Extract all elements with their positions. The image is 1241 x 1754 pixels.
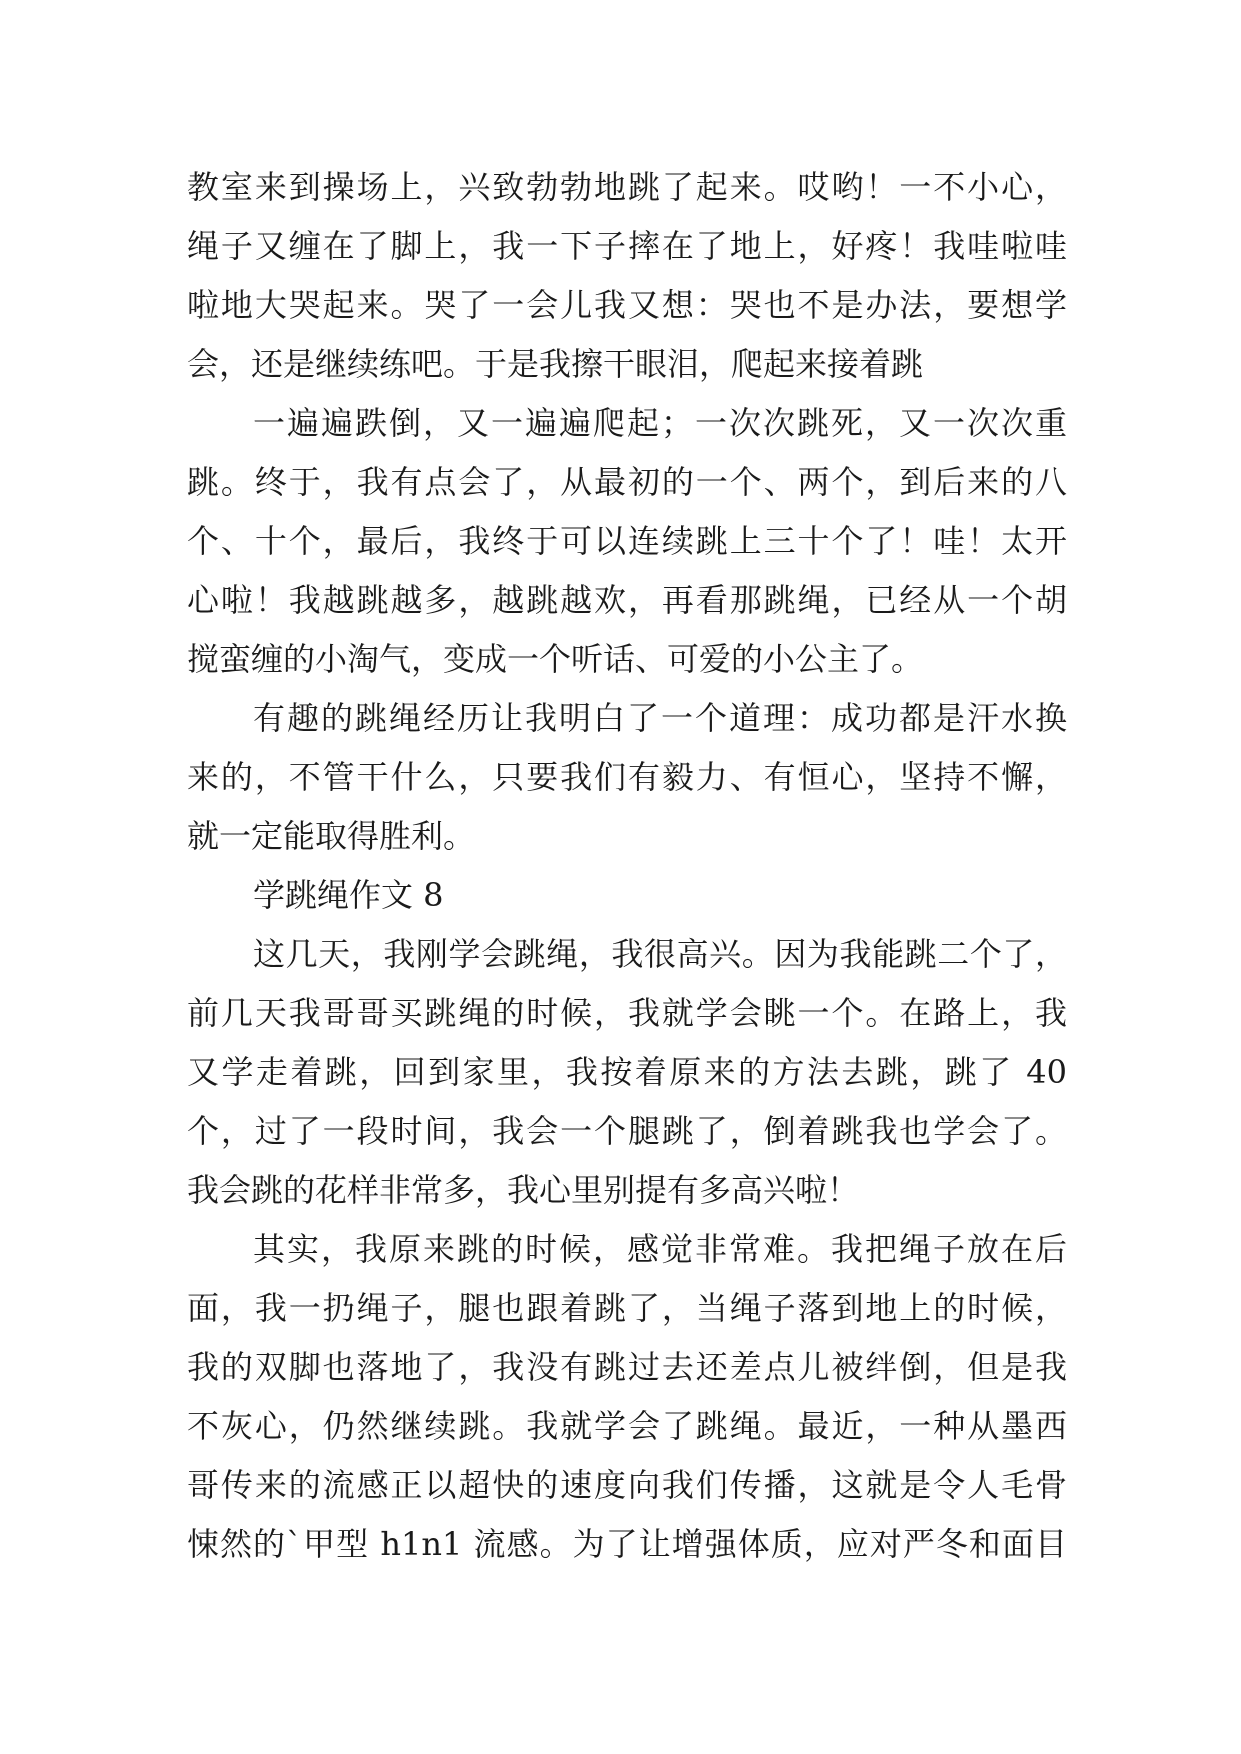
text-line: 悚然的`甲型 h1n1 流感。为了让增强体质，应对严冬和面目 xyxy=(187,1525,1067,1563)
text-line: 啦地大哭起来。哭了一会儿我又想：哭也不是办法，要想学 xyxy=(187,286,1067,324)
text-line: 又学走着跳，回到家里，我按着原来的方法去跳，跳了 40 xyxy=(187,1053,1067,1091)
text-line: 会，还是继续练吧。于是我擦干眼泪，爬起来接着跳 xyxy=(187,345,924,383)
text-line: 其实，我原来跳的时候，感觉非常难。我把绳子放在后 xyxy=(253,1230,1067,1268)
text-line: 一遍遍跌倒，又一遍遍爬起；一次次跳死，又一次次重 xyxy=(253,404,1067,442)
text-line: 个，过了一段时间，我会一个腿跳了，倒着跳我也学会了。 xyxy=(187,1112,1067,1150)
text-line: 就一定能取得胜利。 xyxy=(187,817,476,855)
text-line: 我的双脚也落地了，我没有跳过去还差点儿被绊倒，但是我 xyxy=(187,1348,1067,1386)
document-body xyxy=(187,158,1067,1574)
text-line: 教室来到操场上，兴致勃勃地跳了起来。哎哟！一不小心， xyxy=(187,168,1067,206)
text-line: 有趣的跳绳经历让我明白了一个道理：成功都是汗水换 xyxy=(253,699,1067,737)
text-line: 哥传来的流感正以超快的速度向我们传播，这就是令人毛骨 xyxy=(187,1466,1067,1504)
text-line: 我会跳的花样非常多，我心里别提有多高兴啦！ xyxy=(187,1171,860,1209)
text-line: 绳子又缠在了脚上，我一下子摔在了地上，好疼！我哇啦哇 xyxy=(187,227,1067,265)
text-line: 前几天我哥哥买跳绳的时候，我就学会眺一个。在路上，我 xyxy=(187,994,1067,1032)
text-line: 搅蛮缠的小淘气，变成一个听话、可爱的小公主了。 xyxy=(187,640,924,678)
text-line: 跳。终于，我有点会了，从最初的一个、两个，到后来的八 xyxy=(187,463,1067,501)
text-line: 这几天，我刚学会跳绳，我很高兴。因为我能跳二个了， xyxy=(253,935,1067,973)
text-line: 心啦！我越跳越多，越跳越欢，再看那跳绳，已经从一个胡 xyxy=(187,581,1067,619)
text-line: 面，我一扔绳子，腿也跟着跳了，当绳子落到地上的时候， xyxy=(187,1289,1067,1327)
text-line: 不灰心，仍然继续跳。我就学会了跳绳。最近，一种从墨西 xyxy=(187,1407,1067,1445)
text-line: 来的，不管干什么，只要我们有毅力、有恒心，坚持不懈， xyxy=(187,758,1067,796)
text-line: 个、十个，最后，我终于可以连续跳上三十个了！哇！太开 xyxy=(187,522,1067,560)
text-line: 学跳绳作文 8 xyxy=(253,876,444,914)
